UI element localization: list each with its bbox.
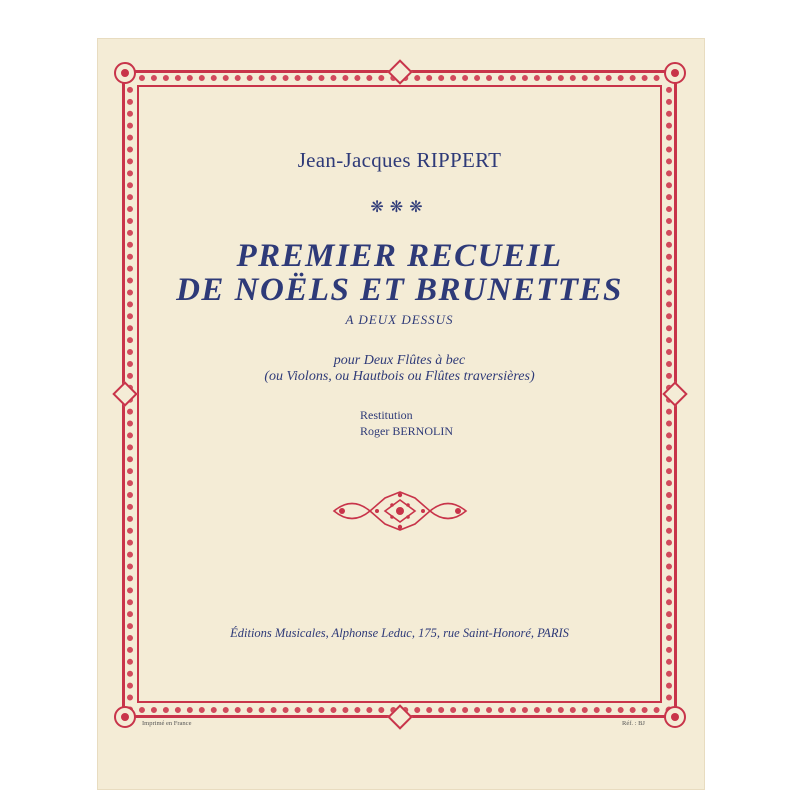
rosette-icon — [664, 706, 686, 728]
restitution-label: Restitution — [360, 408, 413, 422]
publisher-line: Éditions Musicales, Alphonse Leduc, 175, rue Saint-Honoré, PARIS — [230, 626, 569, 640]
printed-in-note: Imprimé en France — [142, 720, 192, 727]
composer-name: Jean-Jacques RIPPERT — [297, 148, 502, 172]
rosette-icon — [114, 62, 136, 84]
rosette-icon — [114, 706, 136, 728]
title-line-1: PREMIER RECUEIL — [236, 238, 563, 274]
restitution-name: Roger BERNOLIN — [360, 424, 453, 438]
star-ornament: ❋❋❋ — [370, 199, 429, 216]
title-line-2: DE NOËLS ET BRUNETTES — [176, 272, 623, 308]
floral-ornament-icon — [330, 488, 470, 534]
decorative-frame-inner — [137, 85, 662, 703]
reference-code: Réf. : BJ — [622, 720, 645, 727]
instrumentation-line-1: pour Deux Flûtes à bec — [333, 353, 466, 368]
instrumentation-line-2: (ou Violons, ou Hautbois ou Flûtes traversières) — [264, 369, 535, 384]
subtitle: A DEUX DESSUS — [345, 312, 454, 327]
rosette-icon — [664, 62, 686, 84]
